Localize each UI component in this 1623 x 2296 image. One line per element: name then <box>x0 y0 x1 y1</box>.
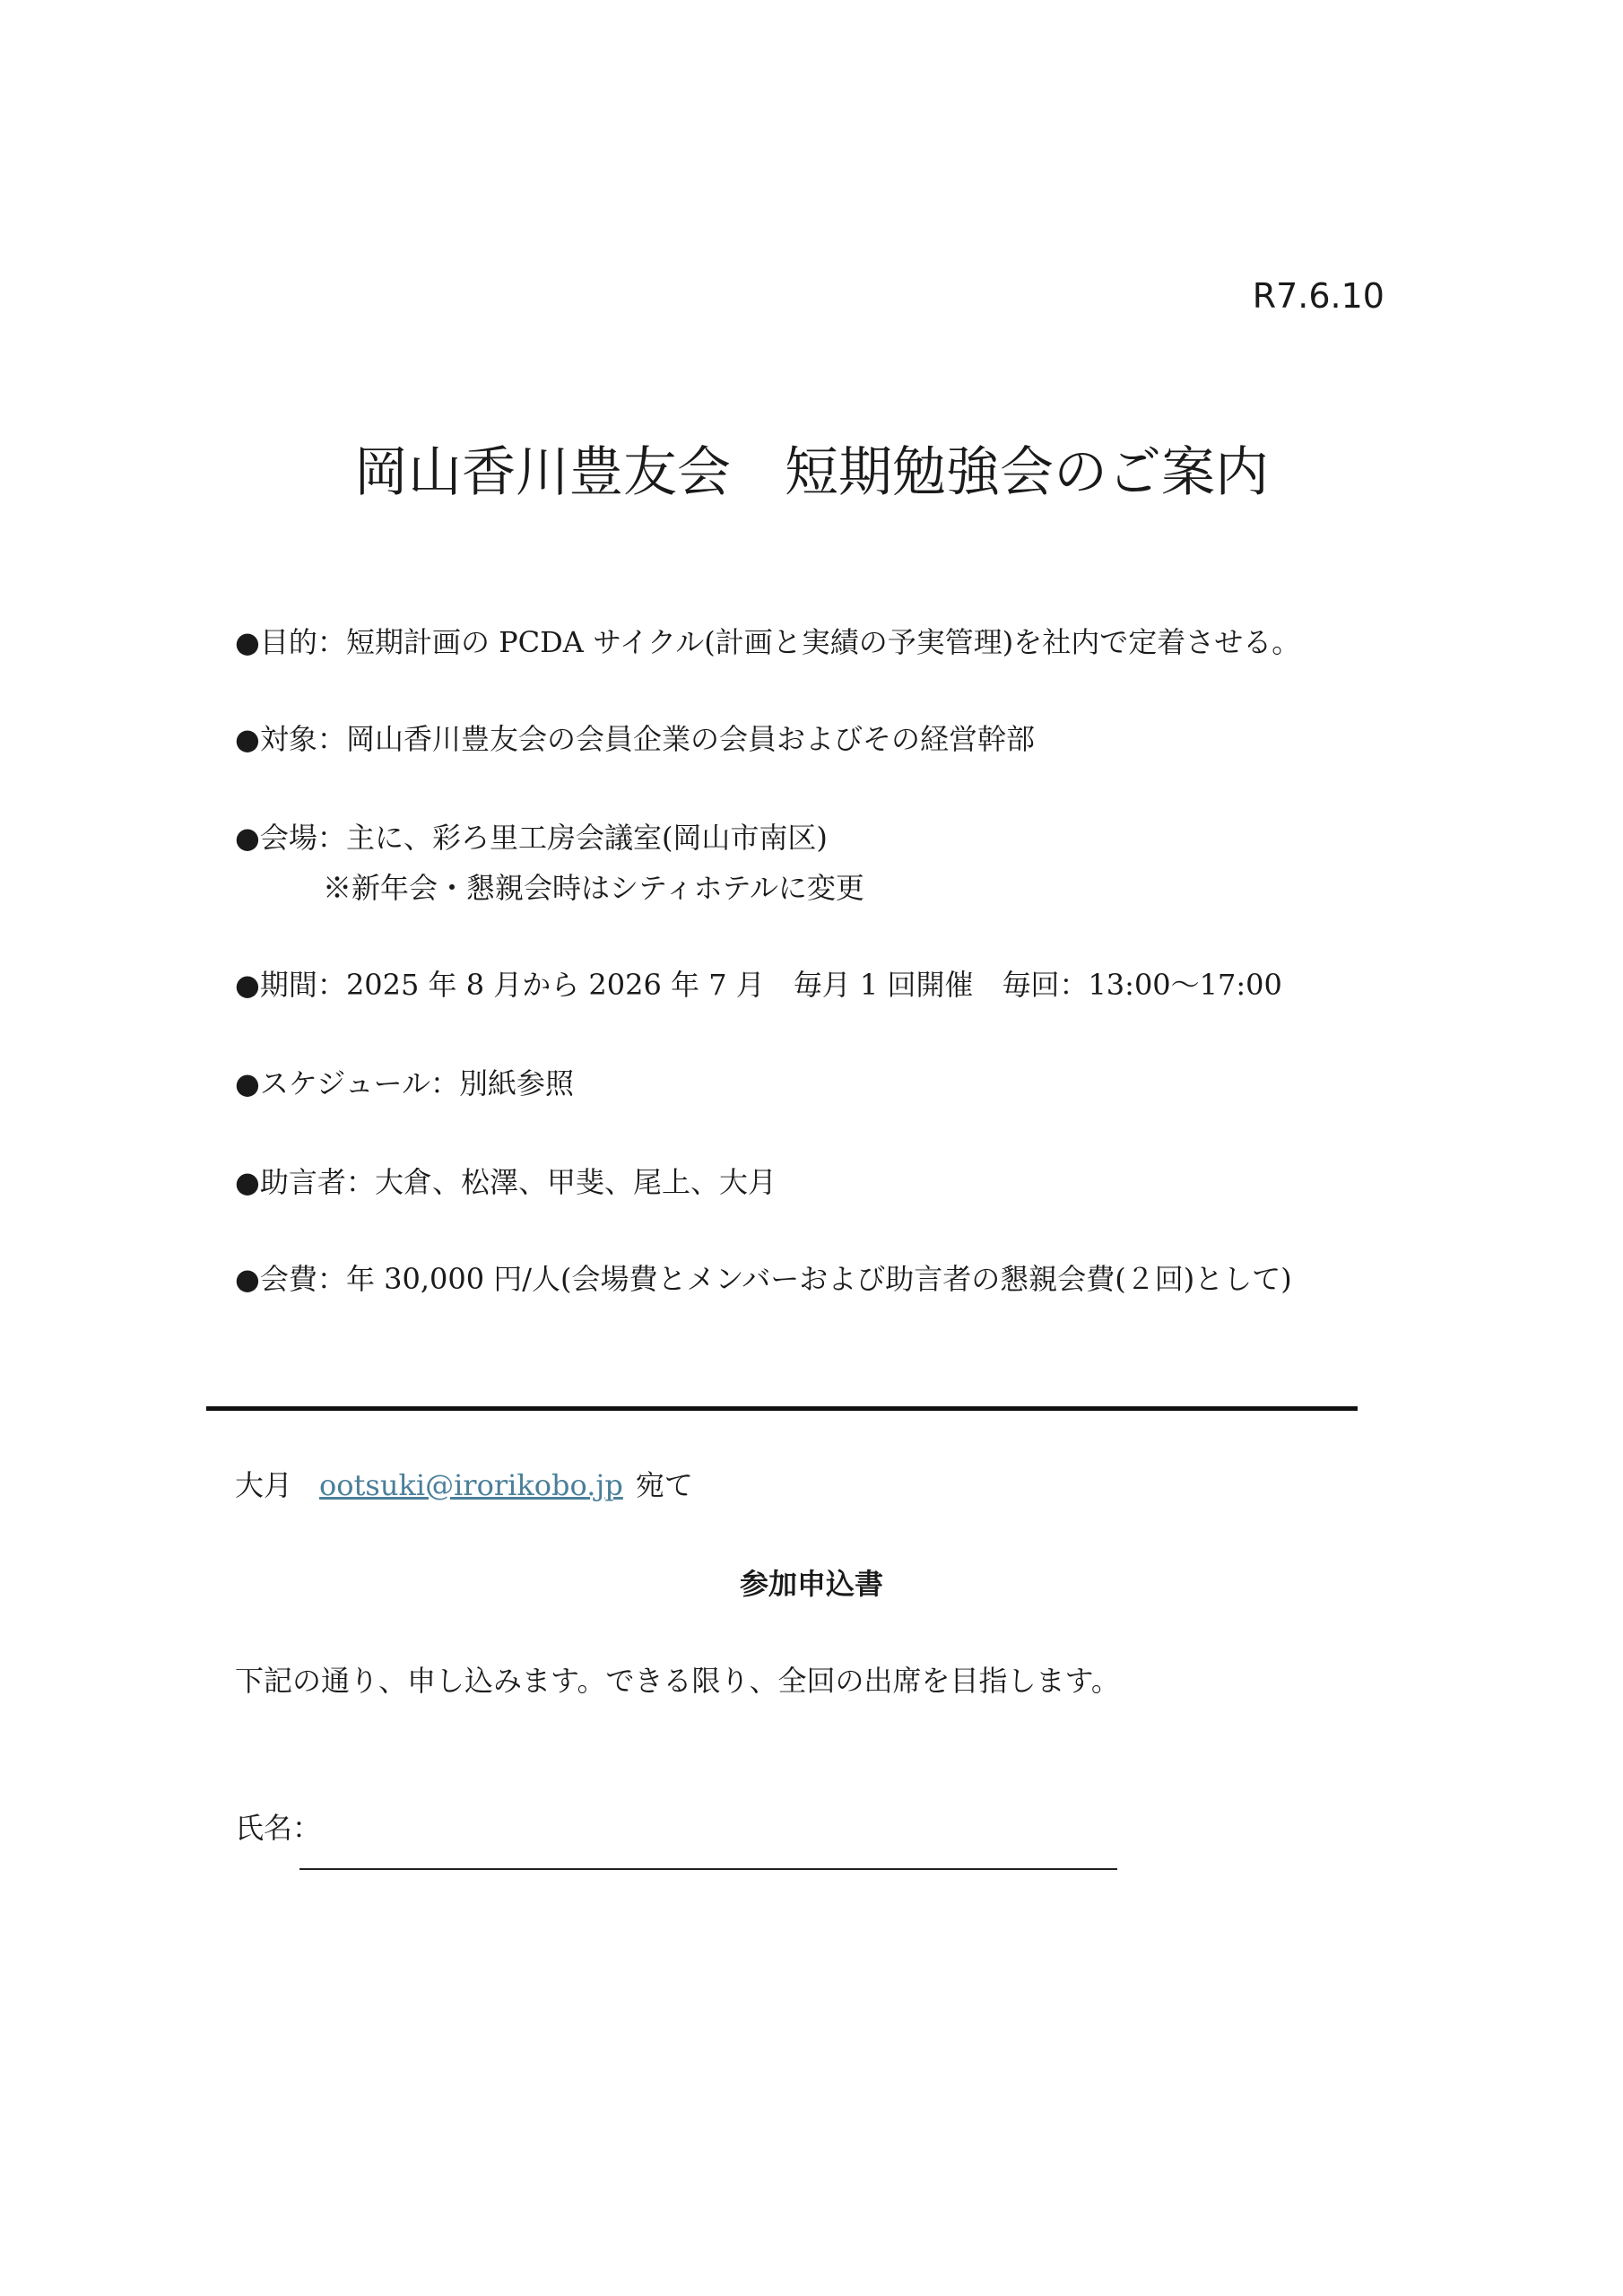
application-statement: 下記の通り、申し込みます。できる限り、全回の出席を目指します。 <box>235 1664 1120 1698</box>
item-fee <box>235 1254 1508 1304</box>
item-advisors <box>235 1157 1508 1207</box>
item-value: 岡山香川豊友会の会員企業の会員およびその経営幹部 <box>345 722 1035 756</box>
recipient-name: 大月 <box>235 1468 293 1502</box>
item-value: 2025 年 8 月から 2026 年 7 月 毎月 1 回開催 毎回：13:00～17:00 <box>345 968 1282 1002</box>
item-label: 助言者： <box>259 1165 375 1199</box>
venue-note: ※新年会・懇親会時はシティホテルに変更 <box>323 871 864 905</box>
name-label: 氏名： <box>235 1811 322 1845</box>
item-target <box>235 714 1508 764</box>
item-value: 年 30,000 円/人(会場費とメンバーおよび助言者の懇親会費(２回)として) <box>345 1262 1292 1296</box>
item-label: 期間： <box>259 968 346 1002</box>
item-label: 会費： <box>259 1262 346 1296</box>
bullet-icon: ● <box>235 1262 260 1296</box>
bullet-icon: ● <box>235 821 260 855</box>
recipient-suffix: 宛て <box>635 1468 693 1502</box>
item-label: スケジュール： <box>259 1066 460 1100</box>
item-value: 大倉、松澤、甲斐、尾上、大月 <box>374 1165 777 1199</box>
bullet-icon: ● <box>235 1165 260 1199</box>
item-label: 目的： <box>259 625 346 659</box>
item-purpose <box>235 617 1508 667</box>
item-schedule <box>235 1058 1508 1109</box>
item-venue <box>235 813 1508 863</box>
item-period <box>235 960 1508 1010</box>
bullet-icon: ● <box>235 1066 260 1100</box>
item-value: 別紙参照 <box>459 1066 575 1100</box>
item-value: 短期計画の PCDA サイクル(計画と実績の予実管理)を社内で定着させる。 <box>345 625 1301 659</box>
bullet-icon: ● <box>235 625 260 659</box>
form-title: 参加申込書 <box>739 1567 883 1601</box>
item-label: 会場： <box>259 821 346 855</box>
bullet-icon: ● <box>235 722 260 756</box>
item-value: 主に、彩ろ里工房会議室(岡山市南区) <box>345 821 828 855</box>
name-signature-line[interactable] <box>299 1868 1117 1870</box>
recipient-line <box>235 1460 693 1510</box>
document-date: R7.6.10 <box>1252 276 1384 316</box>
bullet-icon: ● <box>235 968 260 1002</box>
section-divider <box>206 1406 1358 1411</box>
email-link[interactable]: ootsuki@irorikobo.jp <box>319 1468 623 1502</box>
document-title: 岡山香川豊友会 短期勉強会のご案内 <box>354 441 1269 504</box>
item-label: 対象： <box>259 722 346 756</box>
